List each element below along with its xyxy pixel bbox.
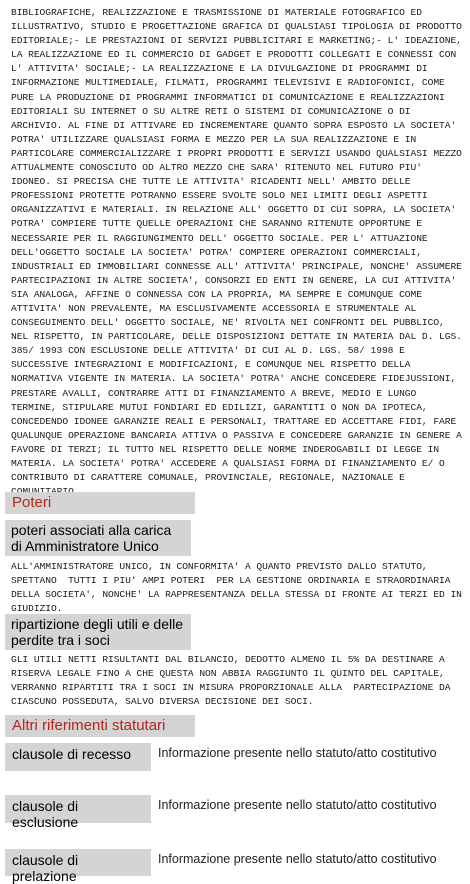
poteri-section-title: Poteri bbox=[5, 492, 195, 514]
amministratore-poteri-text: ALL'AMMINISTRATORE UNICO, IN CONFORMITA' A QUANTO PREVISTO DALLO STATUTO, SPETTANO TUTTI I PIU' AMPI POTERI PER LA GESTIONE ORDINARIA E STRAORDINARIA DELLA SOCIETA', NONCHE' LA RAPPRESENTANZA DELLA STESSA DI FRONTE AI TERZI ED IN GIUDIZIO. bbox=[11, 561, 468, 615]
clausole-prelazione-value: Informazione presente nello statuto/atto costitutivo bbox=[158, 852, 437, 866]
altri-riferimenti-title: Altri riferimenti statutari bbox=[5, 715, 195, 737]
ripartizione-header: ripartizione degli utili e delle perdite tra i soci bbox=[5, 614, 191, 650]
clausole-esclusione-value: Informazione presente nello statuto/atto costitutivo bbox=[158, 798, 437, 812]
clausole-recesso-label: clausole di recesso bbox=[5, 743, 151, 771]
clausole-esclusione-label: clausole di esclusione bbox=[5, 795, 151, 823]
oggetto-sociale-text: BIBLIOGRAFICHE, REALIZZAZIONE E TRASMISSIONE DI MATERIALE FOTOGRAFICO ED ILLUSTRATIVO, STUDIO E PROGETTAZIONE GRAFICA DI QUALSIASI TIPOLOGIA DI PRODOTTO EDITORIALE;- LE PRESTAZIONI DI SERVIZI PUBBLICITARI E MARKETING;- L' IDEAZIONE, LA REALIZZAZIONE ED IL COMMERCIO DI GADGET E PRODOTTI COLLEGATI E CONNESSI CON L' ATTIVITA' SOCIALE;- LA REALIZZAZIONE E LA DIVULGAZIONE DI PROGRAMMI DI INFORMAZIONE MULTIMEDIALE, FILMATI, PROGRAMMI TELEVISIVI E RADIOFONICI, COME PURE LA PRODUZIONE DI PROGRAMMI INFORMATICI DI COMUNICAZIONE E REALIZZAZIONI EDITORIALI SU INTERNET O SU ALTRE RETI O SISTEMI DI COMUNICAZIONE O DI ARCHIVIO. AL FINE DI ATTIVARE ED INCREMENTARE QUANTO SOPRA ESPOSTO LA SOCIETA' POTRA' UTILIZZARE QUALSIASI FORMA E MEZZO PER LA SUA REALIZZAZIONE E IN PARTICOLARE COMMERCIALIZZARE I PROPRI PRODOTTI E SERVIZI USANDO QUALSIASI MEZZO ATTUALMENTE CONOSCIUTO OD ALTRO MEZZO CHE SARA' RITENUTO NEL FUTURO PIU' IDONEO. SI PRECISA CHE TUTTE LE ATTIVITA' RICADENTI NELL' AMBITO DELLE PROFESSIONI PROTETTE POTRANNO ESSERE SVOLTE SOLO NEI LIMITI DEGLI ASPETTI ORGANIZZATIVI E MATERIALI. IN RELAZIONE ALL' OGGETTO DI CUI SOPRA, LA SOCIETA' POTRA' COMPIERE TUTTE QUELLE OPERAZIONI CHE SARANNO RITENUTE OPPORTUNE E NECESSARIE PER IL RAGGIUNGIMENTO DELL' OGGETTO SOCIALE. PER L' ATTUAZIONE DELL'OGGETTO SOCIALE LA SOCIETA' POTRA' COMPIERE OPERAZIONI COMMERCIALI, INDUSTRIALI ED IMMOBILIARI CONNESSE ALL' ATTIVITA' PRINCIPALE, NONCHE' ASSUMERE PARTECIPAZIONI IN ALTRE SOCIETA', CONSORZI ED ENTI IN GENERE, LA CUI ATTIVITA' SIA ANALOGA, AFFINE O CONNESSA CON LA PROPRIA, MA SEMPRE E COMUNQUE COME ATTIVITA' NON PREVALENTE, MA ESCLUSIVAMENTE ACCESSORIA E STRUMENTALE AL CONSEGUIMENTO DELL' OGGETTO SOCIALE, NE' RIVOLTA NEI CONFRONTI DEL PUBBLICO, NEL RISPETTO, IN PARTICOLARE, DELLE DISPOSIZIONI DETTATE IN MATERIA DAL D. LGS. 385/ 1993 CON ESCLUSIONE DELLE ATTIVITA' DI CUI AL D. LGS. 58/ 1998 E SUCCESSIVE INTEGRAZIONI E MODIFICAZIONI, E COMUNQUE NEL RISPETTO DELLA NORMATIVA VIGENTE IN MATERIA. LA SOCIETA' POTRA' ANCHE CONCEDERE FIDEJUSSIONI, PRESTARE AVALLI, CONTRARRE ATTI DI FINANZIAMENTO A BREVE, MEDIO E LUNGO TERMINE, STIPULARE MUTUI FONDIARI ED EDILIZI, GARANTITI O NON DA IPOTECA, CONCEDENDO IDONEE GARANZIE REALI E PERSONALI, TRATTARE ED ACCETTARE FIDI, FARE QUALUNQUE OPERAZIONE BANCARIA ATTIVA O PASSIVA E CONCEDERE GARANZIE IN GENERE A FAVORE DI TERZI; IL TUTTO NEL RISPETTO DELLE NORME INDEROGABILI DI LEGGE IN MATERIA. LA SOCIETA' POTRA' ACCEDERE A QUALSIASI FORMA DI FINANZIAMENTO E/ O CONTRIBUTO DI CARATTERE COMUNALE, PROVINCIALE, REGIONALE, NAZIONALE E bbox=[11, 7, 462, 484]
clausole-recesso-value: Informazione presente nello statuto/atto costitutivo bbox=[158, 746, 437, 760]
amministratore-header: poteri associati alla carica di Amministratore Unico bbox=[5, 520, 191, 556]
ripartizione-utili-text: GLI UTILI NETTI RISULTANTI DAL BILANCIO, DEDOTTO ALMENO IL 5% DA DESTINARE A RISERVA LEGALE FINO A CHE QUESTA NON ABBIA RAGGIUNTO IL QUINTO DEL CAPITALE, VERRANNO RIPARTITI TRA I SOCI IN MISURA PROPORZIONALE ALLA PARTECIPAZIONE DA CIASCUNO POSSEDUTA, SALVO DIVERSA DECISIONE DEI SOCI. bbox=[11, 654, 457, 708]
clausole-prelazione-label: clausole di prelazione bbox=[5, 849, 151, 876]
